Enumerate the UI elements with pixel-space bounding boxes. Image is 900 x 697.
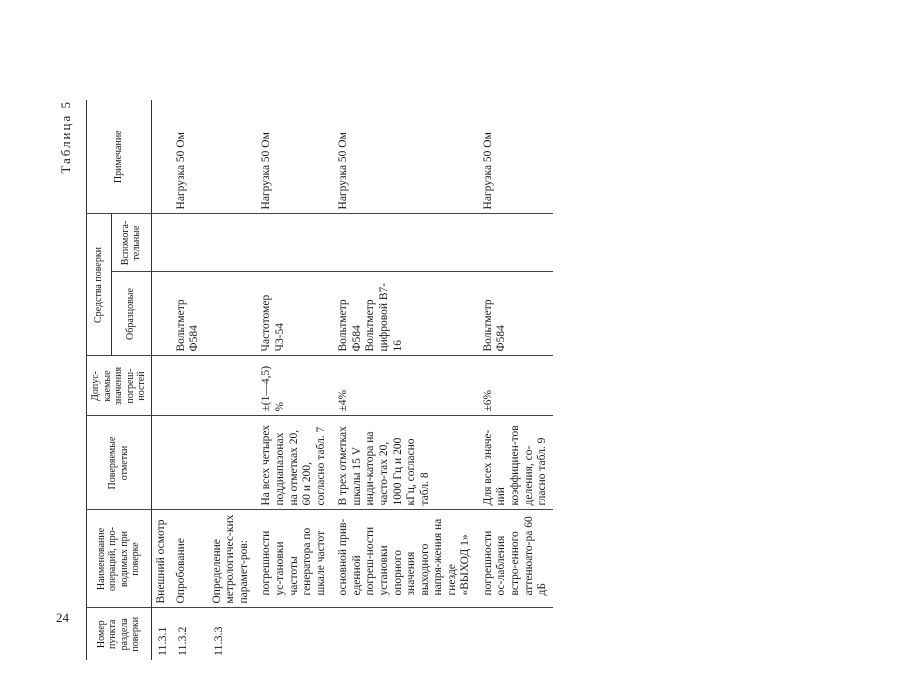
row-note xyxy=(151,100,172,214)
row-note xyxy=(205,100,255,214)
row-auxiliary xyxy=(205,214,255,272)
row-number: 11.3.2 xyxy=(172,608,205,660)
row-note: Нагрузка 50 Ом xyxy=(260,132,273,210)
row-marks: На всех четырех поддиапазонах на отметках 20, 60 и 200, согласно табл. 7 xyxy=(254,416,331,510)
row-reference: Частотомер Ч3-54 xyxy=(254,272,331,356)
table-row xyxy=(254,100,331,660)
row-tolerance: ±(1—4,5) % xyxy=(254,356,331,416)
row-note: Нагрузка 50 Ом xyxy=(481,132,494,210)
header-note: Примечание xyxy=(87,100,152,214)
verification-table xyxy=(86,100,553,660)
table-row xyxy=(151,100,172,660)
row-operation: погрешности ос-лабления встро-енного аттенюато-ра 60 дБ xyxy=(476,510,553,608)
row-marks xyxy=(205,416,255,510)
table-caption: Таблица 5 xyxy=(58,100,73,174)
row-auxiliary xyxy=(172,214,205,272)
row-number xyxy=(254,608,331,660)
row-marks: В трех отметках шкалы 15 V инди-катора на часто-тах 20, 1000 Гц и 200 кГц, согласно табл. 8 xyxy=(331,416,476,510)
header-means-auxiliary: Вспомога-тельные xyxy=(111,214,151,272)
row-tolerance xyxy=(205,356,255,416)
row-operation: Определение метрологичес-ких парамет-ров: xyxy=(205,510,255,608)
row-reference: Вольтметр Ф584 Вольтметр цифровой В7-16 xyxy=(331,272,476,356)
header-operation: Наименование операций, про-водимых при поверке xyxy=(87,510,152,608)
rotated-table-sheet xyxy=(58,100,549,660)
row-reference: Вольтметр Ф584 xyxy=(172,272,205,356)
row-note: Нагрузка 50 Ом xyxy=(174,132,187,210)
row-reference xyxy=(205,272,255,356)
row-marks: Для всех значе-ний коэффициен-тов деления, со-гласно табл. 9 xyxy=(476,416,553,510)
table-row xyxy=(172,100,205,660)
table-row xyxy=(476,100,553,660)
row-tolerance: ±4% xyxy=(331,356,476,416)
row-number: 11.3.3 xyxy=(205,608,255,660)
row-tolerance xyxy=(151,356,172,416)
row-marks xyxy=(151,416,172,510)
row-operation: Опробование xyxy=(172,510,205,608)
table-row xyxy=(205,100,255,660)
row-number xyxy=(331,608,476,660)
header-means: Средства поверки xyxy=(87,214,112,356)
row-auxiliary xyxy=(476,214,553,272)
row-marks xyxy=(172,416,205,510)
row-operation: Внешний осмотр xyxy=(151,510,172,608)
row-operation: основной прив-еденной погреш-ности установки опорного значения выходного напря-жения на гнезде «ВЫХОД 1» xyxy=(331,510,476,608)
table-row xyxy=(331,100,476,660)
row-note: Нагрузка 50 Ом xyxy=(337,132,350,210)
header-marks: Поверяемые отметки xyxy=(87,416,152,510)
row-tolerance: ±6% xyxy=(476,356,553,416)
row-auxiliary xyxy=(151,214,172,272)
row-number: 11.3.1 xyxy=(151,608,172,660)
row-auxiliary xyxy=(254,214,331,272)
row-tolerance xyxy=(172,356,205,416)
row-reference: Вольтметр Ф584 xyxy=(476,272,553,356)
header-tolerance: Допус-каемые значения погреш-ностей xyxy=(87,356,152,416)
row-number xyxy=(476,608,553,660)
header-means-reference: Образцовые xyxy=(111,272,151,356)
row-auxiliary xyxy=(331,214,476,272)
header-number: Номер пункта раздела поверки xyxy=(87,608,152,660)
row-reference xyxy=(151,272,172,356)
page-number: 24 xyxy=(56,610,69,625)
row-operation: погрешности ус-тановки частоты генератора по шкале частот xyxy=(254,510,331,608)
